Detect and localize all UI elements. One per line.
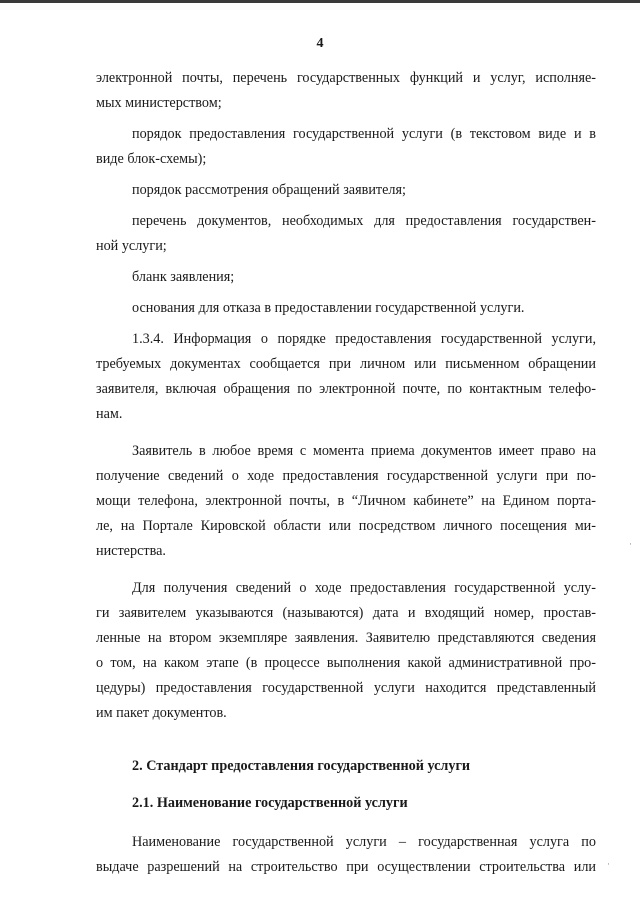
paragraph-application-form: [96, 265, 596, 290]
text-line: ленные на втором экземпляре заявления. Заявителю представляются сведения: [96, 630, 596, 646]
text-line: ле, на Портале Кировской области или посредством личного посещения ми-: [96, 518, 596, 534]
text-line: нам.: [96, 406, 123, 422]
text-line: основания для отказа в предоставлении государственной услуги.: [132, 300, 525, 316]
text-line: Заявитель в любое время с момента приема документов имеет право на: [132, 443, 596, 459]
text-line: выдаче разрешений на строительство при осуществлении строительства или: [96, 859, 596, 875]
text-line: порядок предоставления государственной услуги (в текстовом виде и в: [132, 126, 596, 142]
text-line: заявителя, включая обращения по электронной почте, по контактным телефо-: [96, 381, 596, 397]
text-line: перечень документов, необходимых для предоставления государствен-: [132, 213, 596, 229]
subsection-heading: 2.1. Наименование государственной услуги: [132, 795, 408, 811]
paragraph-procedure-order: [96, 122, 596, 172]
text-line: Наименование государственной услуги – государственная услуга по: [132, 834, 596, 850]
text-line: нистерства.: [96, 543, 166, 559]
text-line: о том, на каком этапе (в процессе выполнения какой административной про-: [96, 655, 596, 671]
paragraph-documents-list: [96, 209, 596, 259]
page-number: 4: [316, 36, 324, 51]
text-line: электронной почты, перечень государственных функций и услуг, исполняе-: [96, 70, 596, 86]
paragraph-status-info: [96, 576, 596, 726]
text-line: виде блок-схемы);: [96, 151, 207, 167]
paragraph-review-order: [96, 178, 596, 203]
scan-margin-mark: ·: [629, 540, 632, 550]
text-line: получение сведений о ходе предоставления государственной услуги при по-: [96, 468, 596, 484]
section-heading: 2. Стандарт предоставления государственной услуги: [132, 758, 471, 774]
paragraph-refusal-grounds: [96, 296, 596, 321]
document-body: [96, 66, 596, 880]
paragraph-applicant-rights: [96, 439, 596, 564]
text-line: мых министерством;: [96, 95, 222, 111]
paragraph-1-3-4: [96, 327, 596, 427]
text-line: им пакет документов.: [96, 705, 227, 721]
paragraph-service-name: [96, 830, 596, 880]
text-line: бланк заявления;: [132, 269, 235, 285]
text-line: требуемых документах сообщается при личном или письменном обращении: [96, 356, 596, 372]
text-line: мощи телефона, электронной почты, в “Личном кабинете” на Едином порта-: [96, 493, 596, 509]
text-line: Для получения сведений о ходе предоставления государственной услу-: [132, 580, 596, 596]
scan-margin-mark: ·: [607, 860, 610, 870]
text-line: 1.3.4. Информация о порядке предоставления государственной услуги,: [132, 331, 596, 347]
text-line: ной услуги;: [96, 238, 167, 254]
paragraph-email-list: [96, 66, 596, 116]
top-scan-border: [0, 0, 640, 3]
text-line: ги заявителем указываются (называются) дата и входящий номер, простав-: [96, 605, 596, 621]
text-line: порядок рассмотрения обращений заявителя;: [132, 182, 406, 198]
text-line: цедуры) предоставления государственной услуги находится представленный: [96, 680, 596, 696]
